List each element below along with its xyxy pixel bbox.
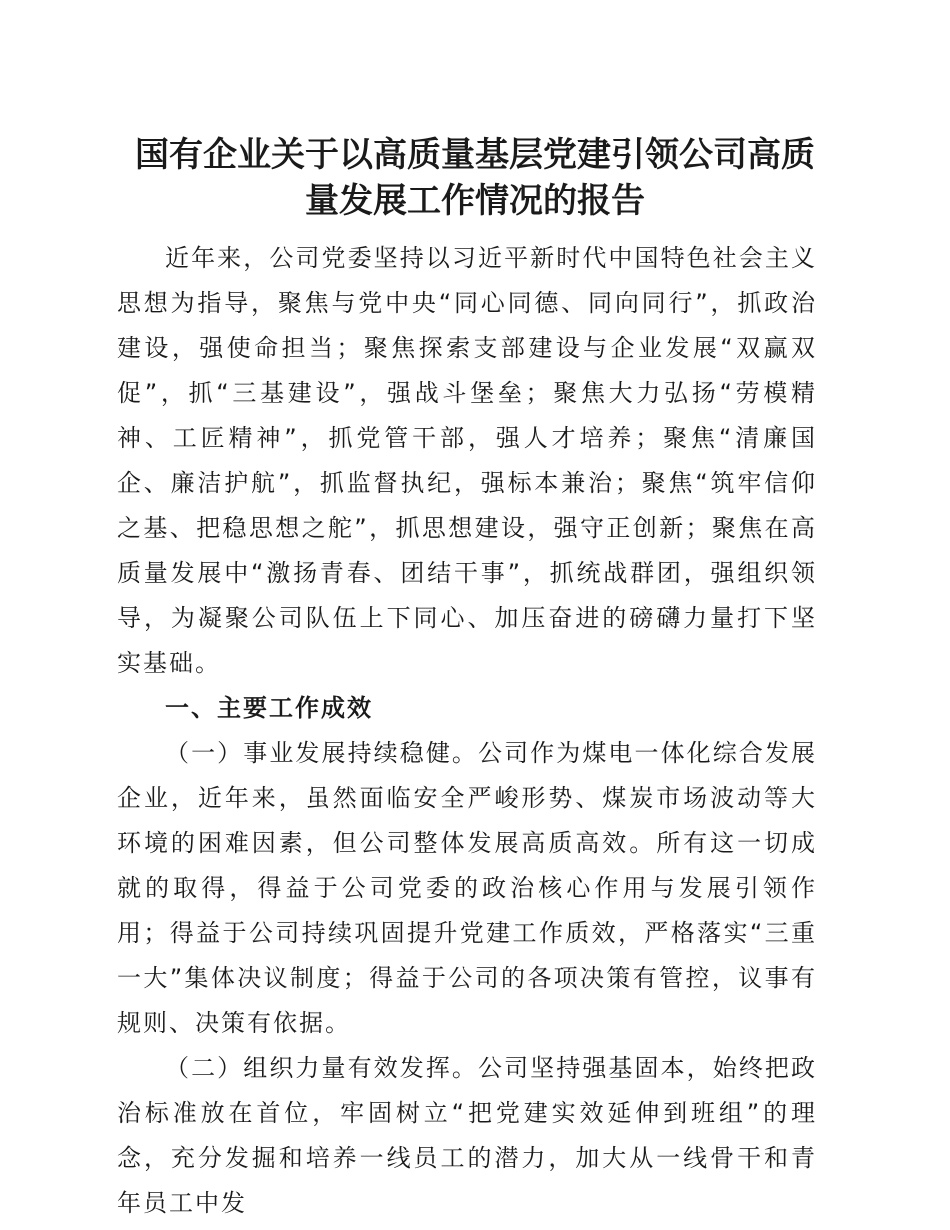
item-1-paragraph: （一）事业发展持续稳健。公司作为煤电一体化综合发展企业，近年来，虽然面临安全严峻形势、煤炭市场波动等大环境的困难因素，但公司整体发展高质高效。所有这一切成就的取得，得益于公司党委的政治核心作用与发展引领作用；得益于公司持续巩固提升党建工作质效，严格落实“三重一大”集体决议制度；得益于公司的各项决策有管控，议事有规则、决策有依据。 — [117, 739, 817, 1037]
section-heading: 一、主要工作成效 — [165, 694, 373, 722]
item-2-paragraph: （二）组织力量有效发挥。公司坚持强基固本，始终把政治标准放在首位，牢固树立“把党建实效延伸到班组”的理念，充分发掘和培养一线员工的潜力，加大从一线骨干和青年员工中发 — [117, 1054, 817, 1217]
title-line-2: 量发展工作情况的报告 — [305, 181, 645, 221]
title-line-1: 国有企业关于以高质量基层党建引领公司高质 — [135, 135, 815, 175]
document-body — [117, 236, 817, 1217]
document-title — [100, 132, 850, 224]
intro-paragraph: 近年来，公司党委坚持以习近平新时代中国特色社会主义思想为指导，聚焦与党中央“同心同德、同向同行”，抓政治建设，强使命担当；聚焦探索支部建设与企业发展“双赢双促”，抓“三基建设”，强战斗堡垒；聚焦大力弘扬“劳模精神、工匠精神”，抓党管干部，强人才培养；聚焦“清廉国企、廉洁护航”，抓监督执纪，强标本兼治；聚焦“筑牢信仰之基、把稳思想之舵”，抓思想建设，强守正创新；聚焦在高质量发展中“激扬青春、团结干事”，抓统战群团，强组织领导，为凝聚公司队伍上下同心、加压奋进的磅礴力量打下坚实基础。 — [117, 244, 817, 677]
